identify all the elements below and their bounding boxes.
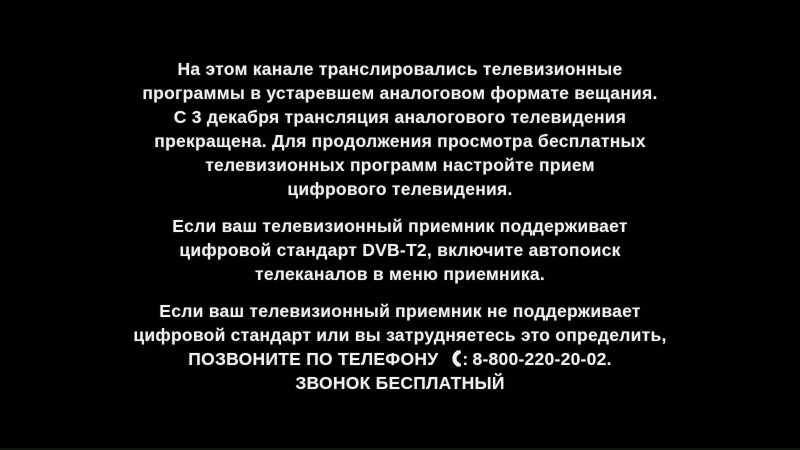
notice-line: цифрового телевидения. bbox=[287, 179, 513, 199]
call-instruction-line bbox=[0, 347, 800, 371]
notice-line: телеканалов в меню приемника. bbox=[255, 264, 545, 284]
notice-line: прекращена. Для продолжения просмотра бесплатных bbox=[154, 131, 646, 151]
notice-line: программы в устаревшем аналоговом формате вещания. bbox=[142, 83, 658, 103]
paragraph-dvbt2-instruction bbox=[0, 214, 800, 286]
notice-line: На этом канале транслировались телевизионные bbox=[177, 59, 623, 79]
phone-handset-icon bbox=[448, 350, 461, 367]
toll-free-notice-line: ЗВОНОК БЕСПЛАТНЫЙ bbox=[295, 373, 505, 393]
paragraph-analog-shutdown bbox=[0, 57, 800, 201]
notice-line: Если ваш телевизионный приемник поддерживает bbox=[172, 216, 628, 236]
phone-number: 8-800-220-20-02. bbox=[472, 349, 612, 369]
notice-line: телевизионных программ настройте прием bbox=[205, 155, 595, 175]
notice-line: цифровой стандарт или вы затрудняетесь это определить, bbox=[133, 325, 667, 345]
call-separator: : bbox=[462, 349, 469, 369]
notice-line: С 3 декабря трансляция аналогового телевидения bbox=[173, 107, 627, 127]
notice-line: цифровой стандарт DVB-T2, включите автопоиск bbox=[179, 240, 621, 260]
notice-text-block bbox=[0, 57, 800, 395]
paragraph-no-support-instruction bbox=[0, 299, 800, 395]
call-prefix: ПОЗВОНИТЕ ПО ТЕЛЕФОНУ bbox=[188, 349, 439, 369]
notice-line: Если ваш телевизионный приемник не поддерживает bbox=[159, 301, 641, 321]
